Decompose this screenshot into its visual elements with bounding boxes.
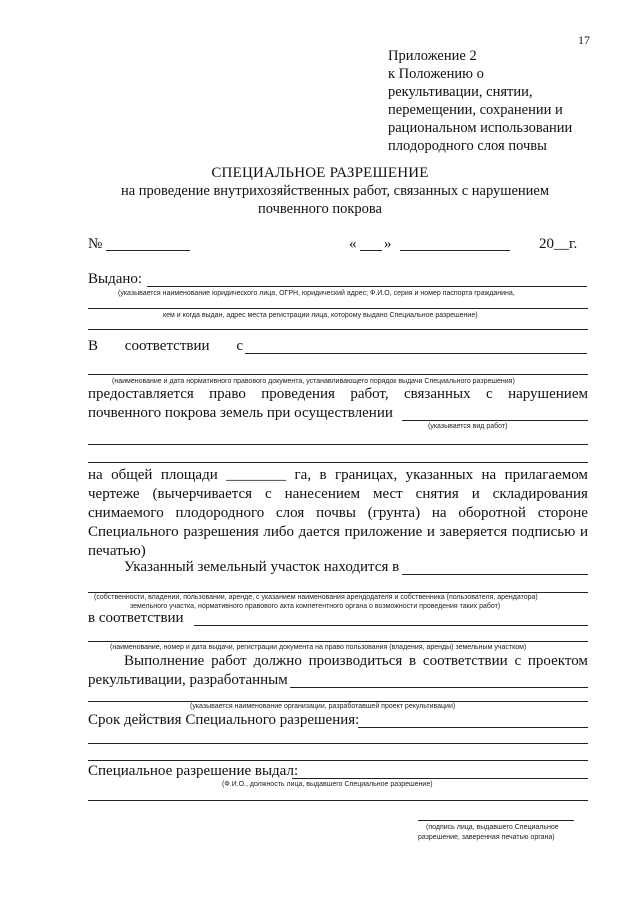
hint-project: (указывается наименование организации, разработавшей проект рекультивации) [190,703,456,710]
word: на [88,467,103,483]
word: подписью [511,524,576,540]
word: слоя [276,505,305,521]
word: в [319,467,327,483]
word: работ, [350,386,389,402]
word: и [471,486,480,502]
word: с [264,486,272,502]
issued-field-3[interactable] [88,329,588,330]
appendix-line: рекультивации, снятии, [388,84,533,100]
appendix-line: перемещении, сохранении и [388,102,563,118]
word: с [514,653,522,669]
hint-works: (указывается вид работ) [428,423,508,430]
area-line-1 [88,467,588,484]
word: площади [160,467,218,483]
appendix-line: к Положению о [388,66,484,82]
word: снимаемого [88,505,164,521]
works-field-2[interactable] [88,444,588,445]
hint-issued-2: кем и когда выдан, адрес места регистрации лица, которому выдано Специальное разрешение) [163,312,478,319]
word: должно [253,653,302,669]
word: общей [111,467,153,483]
word: проведения [261,386,335,402]
word: производиться [308,653,403,669]
validity-field[interactable] [358,727,588,728]
appendix-block [388,47,572,155]
word: дается [298,524,340,540]
word: работ [211,653,247,669]
hint-signature-2: разрешение, заверенная печатью органа) [418,834,555,841]
project-field-2[interactable] [88,701,588,702]
document-subtitle-line1: на проведение внутрихозяйственных работ, связанных с нарушением [120,183,550,199]
right-line-2: почвенного покрова земель при осуществлении [88,405,393,421]
word: Специального [88,524,179,540]
validity-label: Срок действия Специального разрешения: [88,712,360,728]
page-number: 17 [578,33,590,47]
area-line-5: печатью) [88,543,146,559]
hint-ownership-1: (собственности, владении, пользовании, аренде, с указанием наименования арендодателя и собственника (пользователя, арендатора) [94,594,538,601]
word: на [431,505,447,521]
word: границах, [334,467,398,483]
word: разрешения [183,524,259,540]
accordance-line [88,338,243,355]
appendix-line: плодородного слоя почвы [388,138,547,154]
doc-field[interactable] [194,625,588,626]
validity-field-2[interactable] [88,743,588,744]
issued-label: Выдано: [88,271,143,287]
word: прилагаемом [504,467,588,483]
accordance-field[interactable] [245,353,587,354]
word: плодородного [175,505,265,521]
word: связанных [403,386,471,402]
year-label: 20__г. [539,236,578,252]
works-field-3[interactable] [88,462,588,463]
word: и [579,524,588,540]
word: (грунта) [367,505,421,521]
word: стороне [537,505,588,521]
date-month-field[interactable] [400,250,510,251]
word: складирования [492,486,588,502]
validity-field-3[interactable] [88,760,588,761]
document-subtitle-line2: почвенного покрова [257,201,382,217]
issued-by-label: Специальное разрешение выдал: [88,763,299,779]
word: с [486,386,493,402]
word: оборотной [458,505,526,521]
date-open-quote: « [349,236,357,252]
word: указанных [405,467,474,483]
number-field[interactable] [106,250,190,251]
word: заверяется [439,524,508,540]
issuer-field-2[interactable] [88,800,588,801]
word: проектом [527,653,588,669]
hint-issued-1: (указывается наименование юридического лица, ОГРН, юридический адрес; Ф.И.О, серия и номер паспорта гражданина, [118,290,515,297]
issued-field-2[interactable] [88,308,588,309]
hint-ownership-2: земельного участка, нормативного правового акта компетентного органа о возможности проведения таких работ) [130,603,501,610]
word: га, [294,467,312,483]
word: чертеже [88,486,140,502]
issuer-field[interactable] [292,778,588,779]
hint-issuer: (Ф.И.О., должность лица, выдавшего Специальное разрешение) [222,781,433,788]
accordance-field-2[interactable] [88,374,588,375]
area-line-2 [88,486,588,503]
word: снятия [415,486,459,502]
plot-location-field-2[interactable] [88,592,588,593]
word: на [481,467,497,483]
number-label: № [88,236,103,252]
area-line-3 [88,505,588,522]
accordance-word: с [236,338,243,354]
right-line-1 [88,386,588,403]
signature-field[interactable] [418,820,574,821]
word: предоставляется [88,386,194,402]
document-title: СПЕЦИАЛЬНОЕ РАЗРЕШЕНИЕ [211,165,429,181]
word: либо [263,524,295,540]
project-line-2: рекультивации, разработанным [88,672,288,688]
word: (вычерчивается [152,486,253,502]
appendix-line: рациональном использовании [388,120,573,136]
project-field[interactable] [290,687,588,688]
word: мест [372,486,403,502]
word: нанесением [284,486,361,502]
appendix-line: Приложение 2 [388,48,477,64]
plot-location-label: Указанный земельный участок находится в [124,559,400,575]
word: в [409,653,417,669]
doc-field-2[interactable] [88,641,588,642]
issued-field[interactable] [147,286,587,287]
area-line-4 [88,524,588,541]
hint-doc: (наименование, номер и дата выдачи, регистрации документа на право пользования (владения, аренды) земельным участком) [110,644,527,651]
date-day-field[interactable] [360,250,382,251]
word: и [426,524,435,540]
word: нарушением [508,386,588,402]
works-field[interactable] [402,420,588,421]
word: право [209,386,246,402]
word: почвы [316,505,356,521]
hint-accordance: (наименование и дата нормативного правового документа, устанавливающего порядок выдачи Специального разрешения) [112,378,515,385]
in-accordance-label: в соответствии [88,610,184,626]
word: приложение [344,524,423,540]
project-line-1 [124,653,588,670]
plot-location-field[interactable] [402,574,588,575]
word: Выполнение [124,653,205,669]
accordance-word: соответствии [124,338,210,354]
date-close-quote: » [384,236,392,252]
hint-signature-1: (подпись лица, выдавшего Специальное [426,824,559,831]
word: соответствии [422,653,508,669]
accordance-word: В [88,338,99,354]
area-field[interactable]: ________ [226,467,287,483]
